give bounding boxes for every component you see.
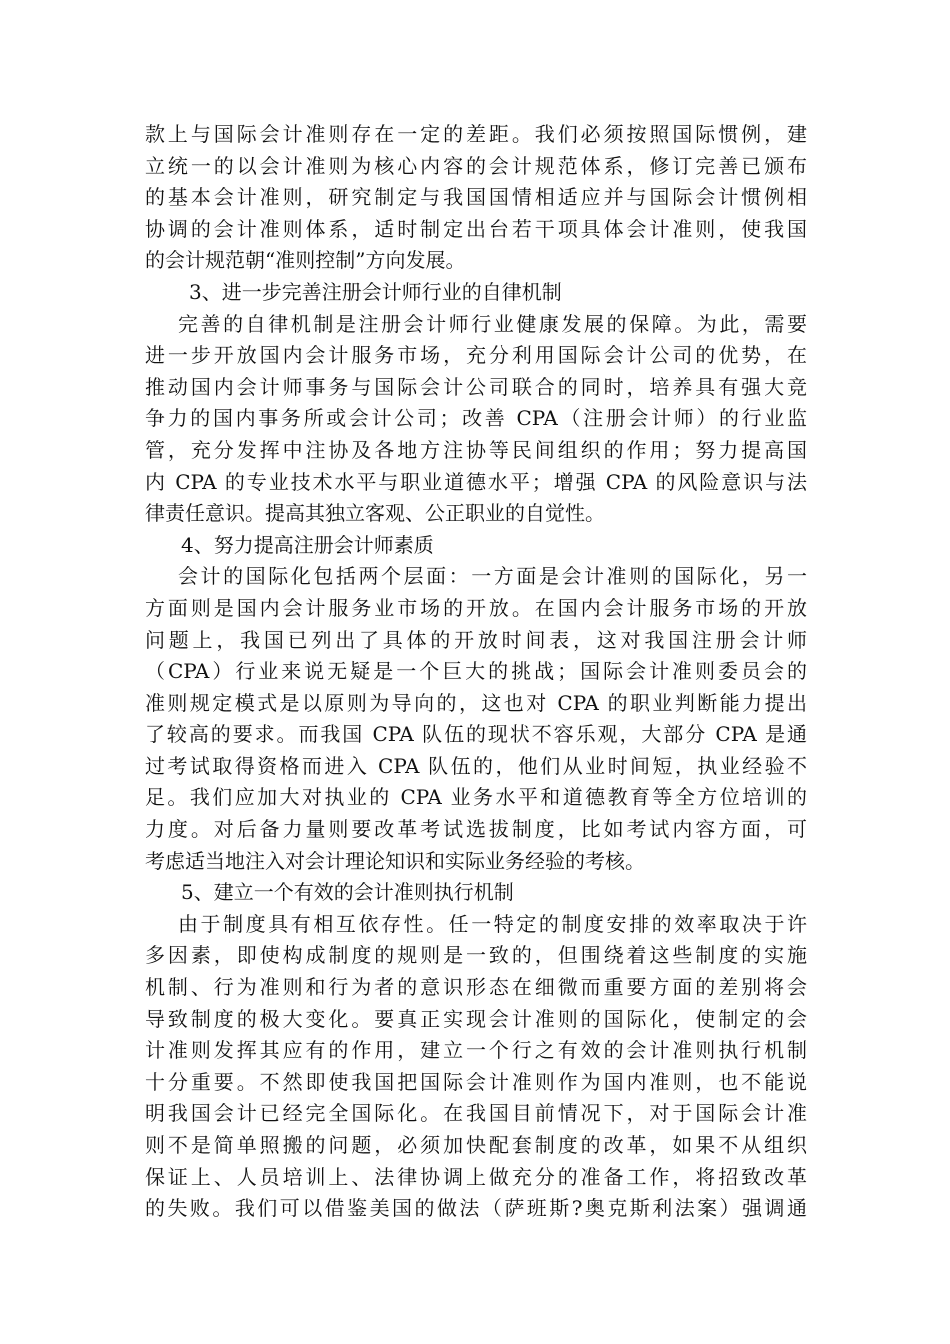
- body-line: 导致制度的极大变化。要真正实现会计准则的国际化，使制定的会: [145, 1006, 807, 1031]
- body-line: （CPA）行业来说无疑是一个巨大的挑战；国际会计准则委员会的: [145, 659, 807, 684]
- body-line: 争力的国内事务所或会计公司；改善 CPA（注册会计师）的行业监: [145, 406, 807, 431]
- section-heading: 5、建立一个有效的会计准则执行机制: [181, 880, 514, 905]
- paragraph-last-line: 考虑适当地注入对会计理论知识和实际业务经验的考核。: [145, 848, 645, 873]
- section-heading: 3、进一步完善注册会计师行业的自律机制: [189, 279, 562, 304]
- body-line: 计准则发挥其应有的作用，建立一个行之有效的会计准则执行机制: [145, 1038, 807, 1063]
- body-line: 立统一的以会计准则为核心内容的会计规范体系，修订完善已颁布: [145, 153, 807, 178]
- document-body-text: [145, 119, 807, 1225]
- body-line: 则不是简单照搬的问题，必须加快配套制度的改革，如果不从组织: [145, 1133, 807, 1157]
- body-line: 足。我们应加大对执业的 CPA 业务水平和道德教育等全方位培训的: [145, 785, 807, 810]
- body-line: 过考试取得资格而进入 CPA 队伍的，他们从业时间短，执业经验不: [145, 753, 807, 778]
- body-line: 机制、行为准则和行为者的意识形态在细微而重要方面的差别将会: [145, 975, 807, 1000]
- body-line: 保证上、人员培训上、法律协调上做充分的准备工作，将招致改革: [145, 1164, 807, 1189]
- body-line: 准则规定模式是以原则为导向的，这也对 CPA 的职业判断能力提出: [145, 690, 807, 715]
- body-line: 明我国会计已经完全国际化。在我国目前情况下，对于国际会计准: [145, 1101, 807, 1126]
- body-line: 十分重要。不然即使我国把国际会计准则作为国内准则，也不能说: [145, 1069, 807, 1094]
- body-line: 款上与国际会计准则存在一定的差距。我们必须按照国际惯例，建: [145, 122, 807, 146]
- paragraph-first-line: 完善的自律机制是注册会计师行业健康发展的保障。为此，需要: [178, 311, 807, 336]
- body-line: 内 CPA 的专业技术水平与职业道德水平；增强 CPA 的风险意识与法: [145, 469, 807, 494]
- body-line: 推动国内会计师事务与国际会计公司联合的同时，培养具有强大竞: [145, 374, 807, 399]
- paragraph-first-line: 会计的国际化包括两个层面：一方面是会计准则的国际化，另一: [178, 564, 807, 589]
- body-line: 力度。对后备力量则要改革考试选拔制度，比如考试内容方面，可: [145, 817, 807, 842]
- section-heading: 4、努力提高注册会计师素质: [181, 532, 434, 557]
- body-line: 多因素，即使构成制度的规则是一致的，但围绕着这些制度的实施: [145, 943, 807, 968]
- body-line: 方面则是国内会计服务业市场的开放。在国内会计服务市场的开放: [145, 595, 807, 620]
- body-line: 进一步开放国内会计服务市场，充分利用国际会计公司的优势，在: [145, 343, 807, 368]
- body-line: 管，充分发挥中注协及各地方注协等民间组织的作用；努力提高国: [145, 437, 807, 462]
- paragraph-first-line: 由于制度具有相互依存性。任一特定的制度安排的效率取决于许: [178, 911, 807, 936]
- body-line: 问题上，我国已列出了具体的开放时间表，这对我国注册会计师: [145, 627, 807, 652]
- body-line: 协调的会计准则体系，适时制定出台若干项具体会计准则，使我国: [145, 216, 807, 241]
- body-line: 的基本会计准则，研究制定与我国国情相适应并与国际会计惯例相: [145, 185, 807, 210]
- paragraph-last-line: 律责任意识。提高其独立客观、公正职业的自觉性。: [145, 501, 605, 526]
- body-line: 了较高的要求。而我国 CPA 队伍的现状不容乐观，大部分 CPA 是通: [145, 722, 807, 747]
- body-line: 的失败。我们可以借鉴美国的做法（萨班斯?奥克斯利法案）强调通: [145, 1196, 807, 1221]
- paragraph-last-line: 的会计规范朝“准则控制”方向发展。: [145, 248, 466, 273]
